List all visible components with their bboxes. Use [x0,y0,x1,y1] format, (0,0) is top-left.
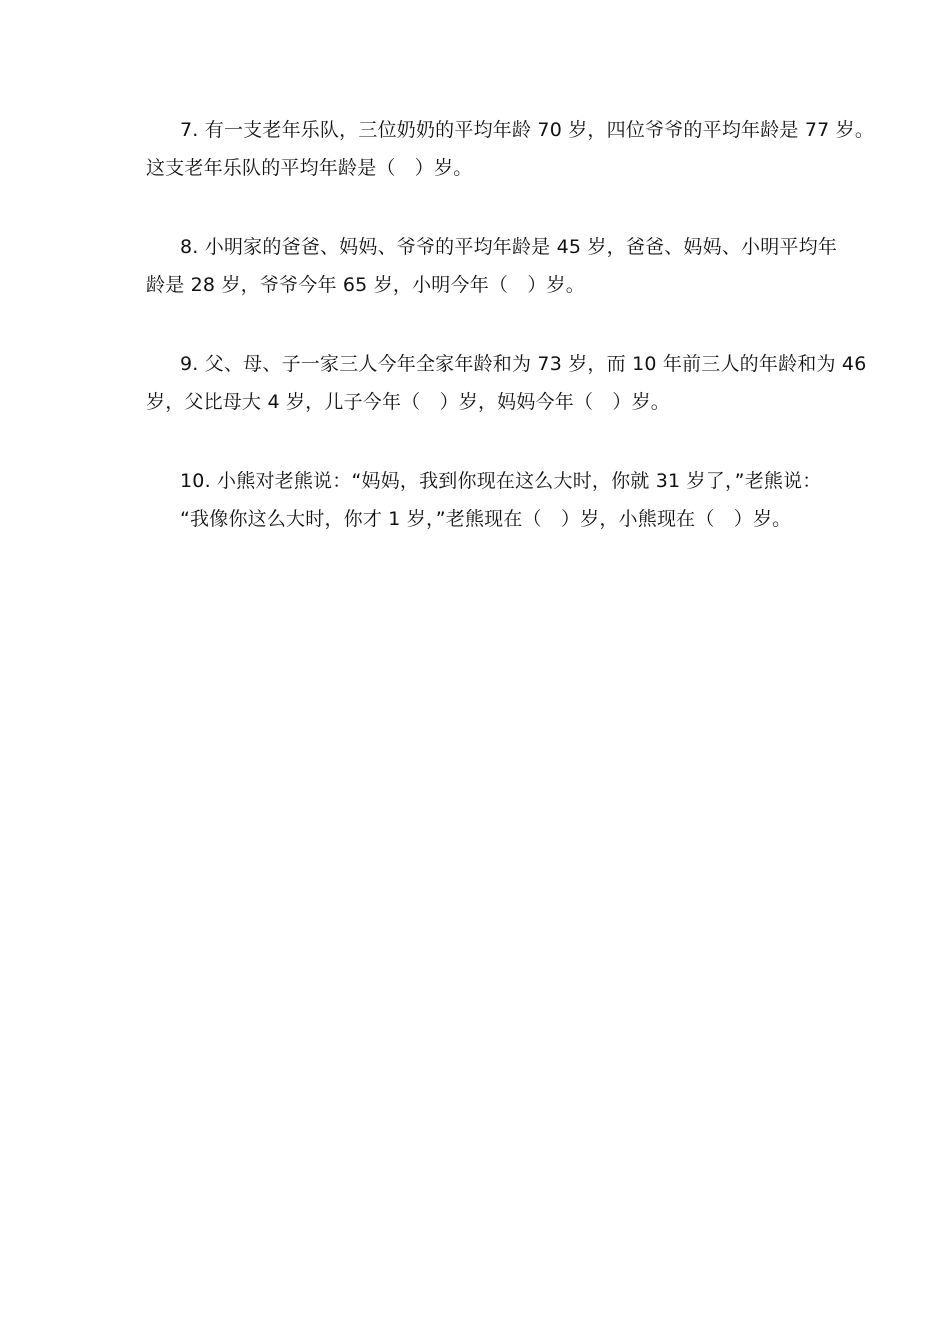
problem-7 [146,111,875,187]
problem-10 [146,462,846,538]
problem-8-line-1: 8. 小明家的爸爸、妈妈、爷爷的平均年龄是 45 岁，爸爸、妈妈、小明平均年 [180,236,838,258]
problem-8-line-2: 龄是 28 岁，爷爷今年 65 岁，小明今年（ ）岁。 [146,274,585,296]
problem-9-line-2: 岁，父比母大 4 岁，儿子今年（ ）岁，妈妈今年（ ）岁。 [146,391,670,413]
problem-10-line-1: 10. 小熊对老熊说：“妈妈，我到你现在这么大时，你就 31 岁了，”老熊说： [180,470,822,492]
problem-7-line-1: 7. 有一支老年乐队，三位奶奶的平均年龄 70 岁，四位爷爷的平均年龄是 77 岁。 [180,119,875,141]
problem-10-line-2: “我像你这么大时，你才 1 岁，”老熊现在（ ）岁，小熊现在（ ）岁。 [180,508,792,530]
problem-9 [146,345,867,421]
problem-8 [146,228,846,304]
problem-9-line-1: 9. 父、母、子一家三人今年全家年龄和为 73 岁，而 10 年前三人的年龄和为 46 [180,353,867,375]
problem-7-line-2: 这支老年乐队的平均年龄是（ ）岁。 [146,157,473,179]
